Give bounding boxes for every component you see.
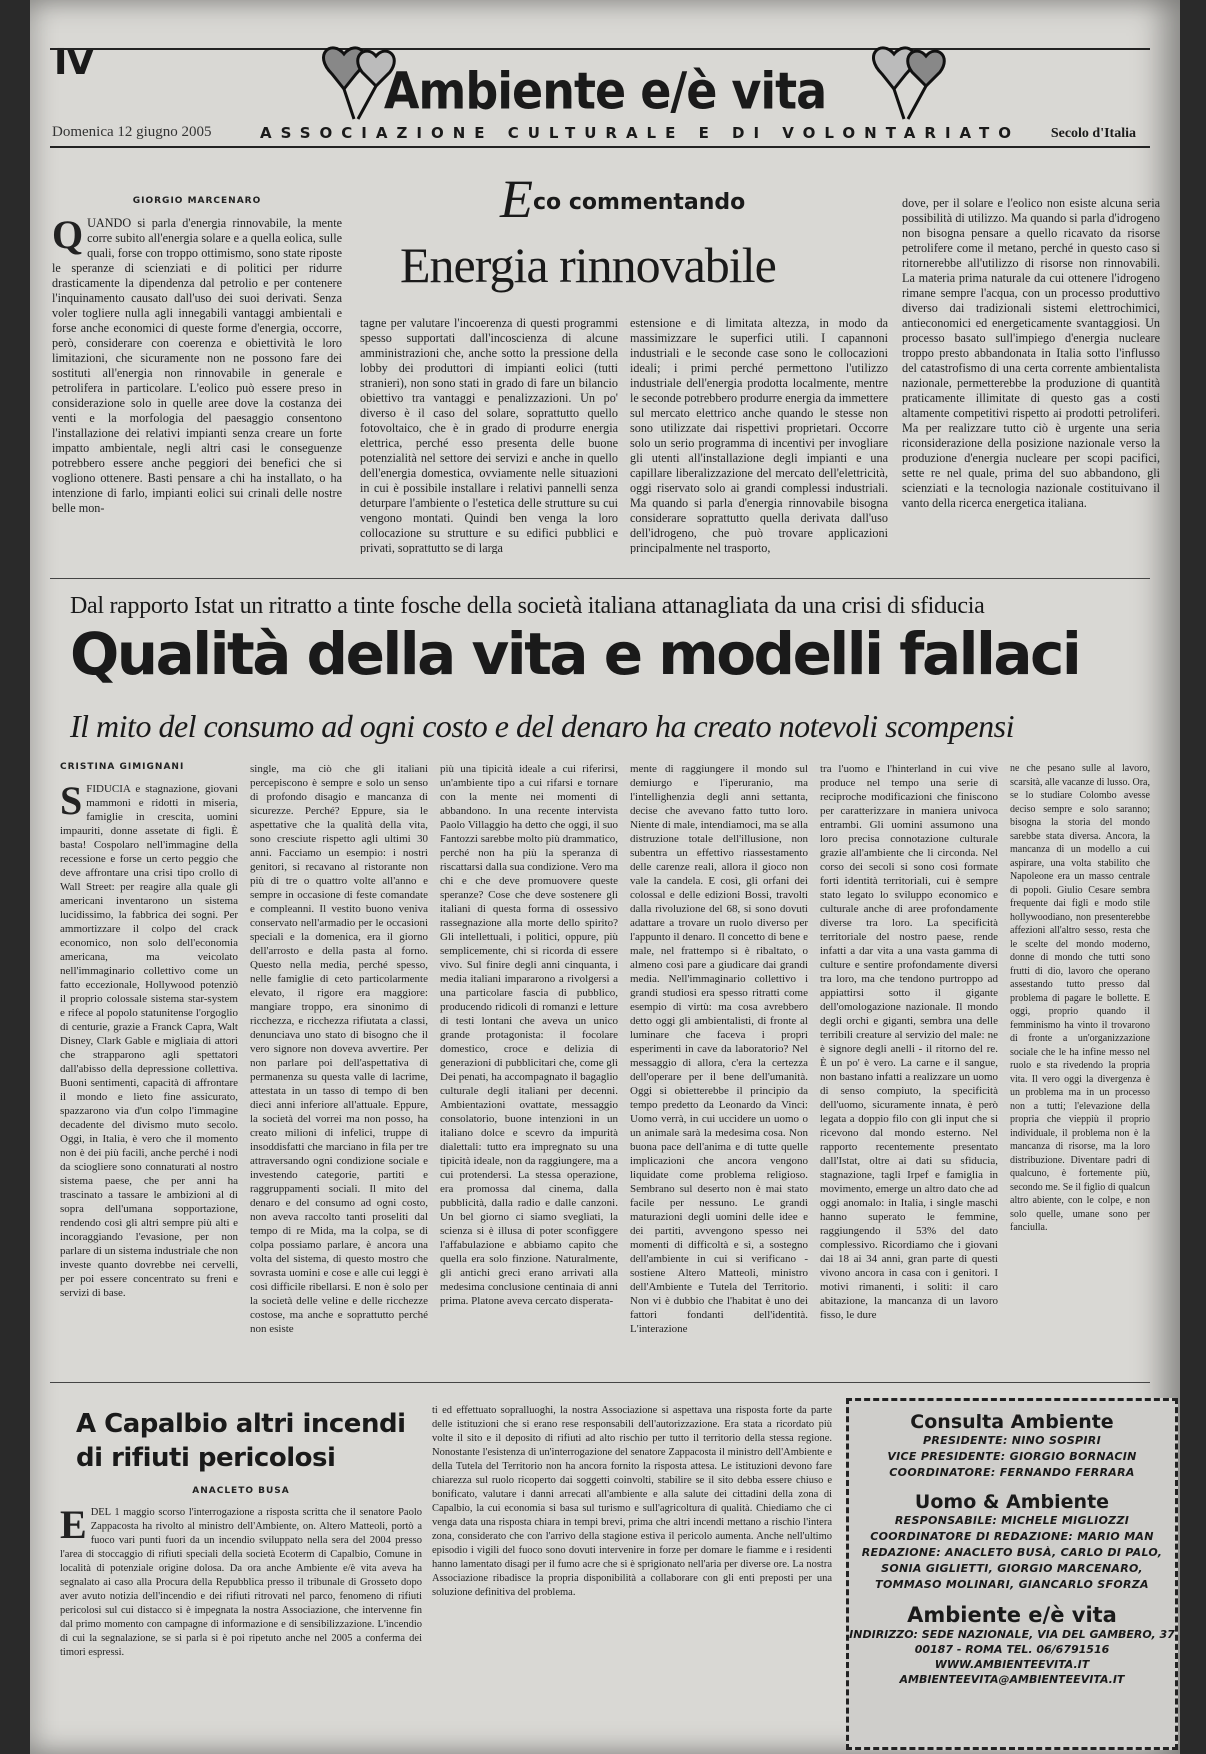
info-box [846, 1398, 1178, 1750]
main-col-4: mente di raggiungere il mondo sul demiurgo e l'iperuranio, ma l'intellighenzia degli anni settanta, decise che avevano fatto tutto loro. Niente di male, intendiamoci, ma se alla distruzione totale dell'illusione, non subentra un effettivo riassestamento delle carenze reali, allora il gioco non vale la candela. E così, gli orfani dei colossal e delle edizioni Bossi, travolti dalla rivoluzione del 68, si sono dovuti adattare a trovare un ruolo diverso per l'appunto il denaro. Il concetto di bene e male, nel frattempo si è ribaltato, o almeno così pare a giudicare dai grandi media. Nell'immaginario collettivo i grandi studiosi era spesso ritratti come esempio di virtù: ma cosa avrebbero detto oggi gli ambientalisti, di fronte al luminare che faceva i propri esperimenti in cave da laboratorio? Nel messaggio di allora, c'era la certezza dell'operare per il bene dell'umanità. Oggi si obietterebbe il principio da tempo predetto da Leonardo da Vinci: Uomo verrà, in cui uccidere un uomo o un animale sarà la medesima cosa. Non buona pace dell'anima e di tutte quelle implicazioni che ancora vengono liquidate come problema religioso. Sembrano sul deserto non è mai stato facile per nessuno. Le grandi maturazioni degli uomini delle idee e dei partiti, avvengono spesso nei momenti di difficoltà e sì, a sostegno dell'ambiente in cui si verificano - sostiene Altero Matteoli, ministro dell'Ambiente e Tutela del Territorio. Non vi è dubbio che l'habitat è uno dei fattori fondanti dell'identità. L'interazione [630, 763, 808, 1335]
masthead-date: Domenica 12 giugno 2005 [52, 124, 212, 140]
main-dropcap: S [60, 778, 83, 823]
ambiente-email-link[interactable]: AMBIENTEEVITA@AMBIENTEEVITA.IT [899, 1673, 1125, 1686]
eco-col-3: estensione e di limitata altezza, in modo da massimizzare le superfici utili. I capannoni industriali e le seconde case sono le collocazioni ideali; i primi perché permettono l'utilizzo industriale dell'energia prodotta localmente, mentre le seconde potrebbero produrre energia da immettere sul mercato elettrico anche quando le stesse non sono utilizzate dai rispettivi proprietari. Occorre solo un serio programma di incentivi per invogliare gli utenti all'installazione degli impianti e una capillare liberalizzazione del mercato dell'elettricità, oggi riservato solo ai grandi complessi industriali. Ma quando si parla d'energia rinnovabile bisogna considerare soprattutto quella derivata dall'uso dell'idrogeno, che può trovare applicazioni principalmente nel trasporto, [630, 316, 888, 554]
capalbio-dropcap: E [60, 1502, 87, 1547]
capalbio-col-1-text: DEL 1 maggio scorso l'interrogazione a risposta scritta che il senatore Paolo Zappacosta ha rivolto al ministro dell'Ambiente, on. Altero Matteoli, portò a fuoco vari punti fuori da un incendio sviluppato nella sera del 2004 presso l'area di stoccaggio di rifiuti speciali della società Ecoterm di Capalbio, Comune in località di potenziale origine dolosa. Da ora anche Ambiente e/è vita aveva ha segnalato ai caso alla Procura della Repubblica presso il tribunale di Grosseto dopo aver avuto notizia dell'incendio e dei rifiuti ritrovati nel parco, fenomeno di rifiuti pericolosi sul cui distacco si è impegnata la nostra Associazione, che intervenne fin dal primo momento con campagne di informazione e di sensibilizzazione. L'incendio di cui la segnalazione, se si parla si è poi ripetuto anche nel 2005 a conferma dei timori espressi. [60, 1507, 422, 1658]
eco-dropcap: Q [52, 212, 84, 257]
ambiente-title: Ambiente e/è vita [907, 1603, 1117, 1627]
main-col-2: single, ma ciò che gli italiani percepiscono è sempre e solo un senso di profondo disagio e mancanza di sicurezze. Perché? Eppure, sia le aspettative che la qualità della vita, sono cresciute rispetto agli ultimi 30 anni. Facciamo un esempio: i nostri genitori, si recavano al ristorante non più di tre o quattro volte all'anno e sempre in occasione di feste comandate e compleanni. Il vestito buono veniva conservato nell'armadio per le occasioni speciali e la domenica, era il giorno dell'arrosto e della pasta al forno. Questo nella media, perché spesso, nelle famiglie di ceto particolarmente elevato, il rigore era maggiore: mangiare troppo, era sinonimo di ricchezza, e ricchezza rifiutata a classi, denunciava uno stato di bisogno che il vero signore non doveva avvertire. Per non parlare poi dell'aspettativa di permanenza su questa valle di lacrime, attestata in un tasso di tempo di ben dieci anni inferiore all'attuale. Eppure, la società del vorrei ma non posso, ha creato milioni di infelici, truppe di insoddisfatti che marciano in fila per tre attraversando ogni condizione sociale e investendo categorie, partiti e raggruppamenti sociali. Il mito del denaro e del consumo ad ogni costo, non aveva raccolto tanti proseliti dal tempo di re Mida, ma la colpa, se di colpa possiamo parlare, è ancora una volta del sistema, di questo mostro che sovrasta uomini e cose e alle cui leggi è così difficile ribellarsi. E non è solo per la società delle veline e delle ricchezze costose, ma anche e soprattutto perché non esiste [250, 763, 428, 1335]
eco-col-2: tagne per valutare l'incoerenza di questi programmi spesso supportati dall'incoscienza di alcune amministrazioni che, anche sotto la pressione della lobby dei produttori di impianti eolici (tutti stranieri), non sono stati in grado di fare un bilancio obiettivo tra vantaggi e penalizzazioni. Un po' diverso è il caso del solare, soprattutto quello fotovoltaico, che è in grado di produrre energia elettrica, perché esso presenta delle buone potenzialità nel settore dei servizi e anche in quello dell'energia domestica, ovviamente nelle situazioni in cui è possibile installare i relativi pannelli senza deturpare l'ambiente o l'estetica delle strutture su cui vengono montati. Quindi ben venga la loro collocazione su strutture e su edifici pubblici e privati, soprattutto se di larga [360, 316, 618, 554]
consulta-line: VICE PRESIDENTE: GIORGIO BORNACIN [887, 1450, 1137, 1463]
newspaper-page [30, 0, 1180, 1754]
page-number: IV [54, 42, 94, 83]
consulta-title: Consulta Ambiente [910, 1411, 1114, 1433]
main-col-6: ne che pesano sulle al lavoro, scarsità, alle vacanze di lusso. Ora, se lo studiare Colombo avesse deciso sempre e solo saranno; bisogna la storia del mondo sarebbe stata diversa. Ancora, la mancanza di un modello a cui aspirare, una volta stabilito che Napoleone era un masso centrale di popoli. Giulio Cesare sembra frequente dai figli e modo stile hollywoodiano, non presenterebbe affezioni all'altro sesso, resta che le scelte del mondo moderno, donne di mondo che tutti sono frutti di dio, lavoro che operano assestando tutto presso dal problema di pagare le bollette. E oggi, proprio quando il femminismo ha vinto il trovarono di fronte a un'organizzazione sociale che le ha infine messo nel ruolo e sta rivedendo la propria vita. Il vero oggi la divergenza è un problema ma in un processo non a tutti; l'elevazione della propria che vieppiù il proprio individuale, il problema non è la mancanza di risorse, ma la loro distribuzione. Diventare padri di qualcuno, è fortemente più, secondo me. Se il figlio di qualcun altro abiente, con le colpe, e non solo quelle, umane sono per fanciulla. [1010, 763, 1150, 1233]
section-divider [50, 578, 1150, 579]
masthead-subtitle: ASSOCIAZIONE CULTURALE E DI VOLONTARIATO [260, 124, 1020, 142]
main-col-1-text: FIDUCIA e stagnazione, giovani mammoni e ridotti in miseria, famiglie in crescita, uomini impauriti, donne assetate di figli. È basta! Cospolaro nell'immagine della recessione e forse un certo peggio che deve affrontare una crisi tipo crollo di Wall Street: per reagire alla quale gli americani inventarono un sistema lucidissimo, la fabbrica dei sogni. Per ammortizzare il colpo del crack economico, non solo dell'economia americana, ma veicolato nell'immaginario collettivo come un fatto eccezionale, Hollywood potenziò il proprio colossale sistema star-system e rifece al popolo statunitense l'orgoglio di centurie, grazie a Franck Capra, Walt Disney, Clark Gable e migliaia di attori che strapparono agli spettatori dall'abisso della depressione collettiva. Buoni sentimenti, capacità di affrontare il mondo e lieto fine assicurato, spazzarono via d'un colpo l'immagine decadente del divismo muto secolo. Oggi, in Italia, è vero che il momento non è dei più facili, anche perché i nodi da sciogliere sono connaturati al nostro sistema paese, che per anni ha trascinato a tassare le ambizioni al di sopra dell'umana sopportazione, rendendo così gli altri sempre più alti e incoraggiando l'evasione, per non parlare di un sistema industriale che non investe quanto dovrebbe nei cervelli, per poi essere concentrato su freni e servizi di base. [60, 783, 238, 1299]
capalbio-byline: ANACLETO BUSÀ [192, 1486, 290, 1496]
main-col-1 [60, 762, 238, 1362]
main-col-3: più una tipicità ideale a cui riferirsi, un'ambiente tipo a cui rifarsi e tornare con la mente nei momenti di abbandono. In una recente intervista Paolo Villaggio ha detto che oggi, il suo Fantozzi sarebbe molto più drammatico, perché non ha più la speranza di riscattarsi dalla sua condizione. Vero ma chi e che deve promuovere queste speranze? Cose che deve sostenere gli italiani di questa forma di ossessivo rassegnazione alla morte dello spirito? Gli intellettuali, i politici, oppure, più semplicemente, chi si ricorda di essere vivo. Sul finire degli anni cinquanta, i media italiani impararono a rivolgersi a una particolare fascia di pubblico, producendo ridicoli di romanzi e letture di testi lontani che aveva un unico grande protagonista: il focolare domestico, croce e delizia di generazioni di pubblicitari che, come gli Dei penati, ha accompagnato il bagaglio culturale degli italiani per decenni. Ambientazioni ovattate, messaggio consolatorio, buone intenzioni in un italiano dolce e scevro da impurità dialettali: tutto era impregnato su una tipicità ideale, non da raggiungere, ma a cui protendersi. La stessa operazione, era promossa dal cinema, dalla pubblicità, dalla radio e dalle canzoni. Un bel giorno ci siamo svegliati, la scienza si è illusa di poter sconfiggere l'affabulazione e abbiamo capito che quella era solo finzione. Naturalmente, gli antichi greci erano arrivati alla medesima conclusione centinaia di anni prima. Platone aveva cercato disperata- [440, 763, 618, 1307]
eco-col-4: dove, per il solare e l'eolico non esiste alcuna seria possibilità di utilizzo. Ma quando si parla d'idrogeno non bisogna pensare a quello ricavato da risorse petrolifere come il metano, perché in questo caso si ritornerebbe all'utilizzo di risorse non rinnovabili. La materia prima naturale da cui ottenere l'idrogeno rimane sempre l'acqua, con un processo produttivo diverso dai tradizionali sistemi elettrochimici, antieconomici ed energeticamente svantaggiosi. Un processo basato sull'impiego d'energia nucleare troppo presto abbandonata in Italia sotto l'influsso del catastrofismo di una certa corrente ambientalista nazionale, permetterebbe la produzione di quantità praticamente illimitate di questo gas a costi altamente competitivi rispetto ai prodotti petroliferi. Ma per realizzare tutto ciò è urgente una seria riconsiderazione della posizione nazionale verso la produzione d'energia nucleare per scopi pacifici, sette re nel quale, prima del suo abbandono, gli scienziati e la tecnologia nazionale costituivano il vanto della ricerca energetica italiana. [902, 196, 1160, 510]
top-rule [50, 48, 1150, 50]
capalbio-title: A Capalbio altri incendi di rifiuti pericolosi [76, 1409, 406, 1473]
capalbio-col-2: ti ed effettuato sopralluoghi, la nostra Associazione si aspettava una risposta forte da parte delle istituzioni che si erano rese responsabili dell'autorizzazione. Era stata a ricordato più volte il sito e il deposito di rifiuti ad alto rischio per tutto il territorio della stessa regione. Nonostante l'esistenza di un'interrogazione del senatore Zappacosta il ministro dell'Ambiente e della Tutela del Territorio non ha ancora fornito la risposta attesa. Le istituzioni devono fare chiarezza sul ruolo ricoperto dai soggetti coinvolti, stabilire se il sito debba essere chiuso e bonificato, valutare i danni arrecati all'ambiente e alla salute dei cittadini della zona di Capalbio, la cui economia si basa sul turismo e sull'agricoltura di qualità. Chiediamo che ci venga data una risposta chiara in tempi brevi, prima che altri incendi mettano a rischio l'intera zona, considerato che con l'arrivo della stagione estiva il pericolo aumenta. Anche nell'ultimo episodio i vigili del fuoco sono dovuti intervenire in forze per domare le fiamme e i residenti hanno lamentato disagi per il fumo acre che si è sprigionato nell'aria per diverse ore. La nostra Associazione ribadisce la propria disponibilità a collaborare con gli enti preposti per una soluzione definitiva del problema. [432, 1405, 832, 1598]
consulta-line: PRESIDENTE: NINO SOSPIRI [923, 1434, 1101, 1447]
uomo-line: SONIA GIGLIETTI, GIORGIO MARCENARO, [881, 1562, 1143, 1575]
consulta-line: COORDINATORE: FERNANDO FERRARA [889, 1466, 1135, 1479]
uomo-line: TOMMASO MOLINARI, GIANCARLO SFORZA [875, 1578, 1149, 1591]
ambiente-line: INDIRIZZO: SEDE NAZIONALE, VIA DEL GAMBERO, 37 [849, 1628, 1175, 1641]
eco-kicker [500, 168, 745, 230]
ambiente-line: 00187 - ROMA TEL. 06/6791516 [914, 1643, 1110, 1656]
uomo-title: Uomo & Ambiente [914, 1491, 1110, 1513]
main-byline: CRISTINA GIMIGNANI [60, 762, 185, 772]
uomo-line: RESPONSABILE: MICHELE MIGLIOZZI [894, 1514, 1130, 1527]
bottom-divider [50, 1382, 1150, 1383]
ambiente-website-link[interactable]: WWW.AMBIENTEEVITA.IT [934, 1658, 1090, 1671]
uomo-line: COORDINATORE DI REDAZIONE: MARIO MAN [870, 1530, 1154, 1543]
main-col-5: tra l'uomo e l'hinterland in cui vive produce nel tempo una serie di reciproche modificazioni che finiscono per caratterizzare in maniera univoca entrambi. Gli uomini assumono una loro precisa connotazione culturale grazie all'ambiente che li circonda. Nel corso dei secoli si sono così formate forti identità territoriali, cui è sempre stato legato lo sviluppo economico e culturale anche di aree profondamente diverse tra loro. La specificità territoriale del nostro paese, rende infatti a dar vita a una vasta gamma di culture e sentire profondamente diversi tra loro, ma che tendono purtroppo ad appiattirsi sotto il gigante dell'omologazione nazionale. Il mondo degli orchi e giganti, sembra una delle terribili creature al servizio del male: ne è signore degli anelli - il ritorno del re. È un po' è vero. La carne e il sangue, non bastano infatti a realizzare un uomo di senso compiuto, la specificità dell'uomo, sicuramente innata, è però legata a doppio filo con gli input che si ricevono dal mondo esterno. Nel rapporto recentemente presentato dall'Istat, oltre ai dati su sfiducia, stagnazione, tagli Irpef e famiglia in movimento, emerge un altro dato che ad oggi anomalo: in Italia, i single maschi hanno superato le femmine, raggiungendo il 53% del dato complessivo. Ricordiamo che i giovani dai 18 ai 34 anni, gran parte di questi vivono ancora in casa con i genitori. I motivi rimanenti, i soliti: il caro abitazione, la mancanza di un lavoro fisso, le dure [820, 763, 998, 1321]
eco-title: Energia rinnovabile [400, 237, 776, 293]
eco-kicker-letter: E [500, 169, 533, 229]
eco-byline: GIORGIO MARCENARO [132, 196, 262, 206]
main-kicker: Dal rapporto Istat un ritratto a tinte fosche della società italiana attanagliata da una crisi di sfiducia [70, 593, 985, 619]
masthead-title: Ambiente e/è vita [383, 61, 827, 121]
eco-kicker-rest: co commentando [533, 190, 746, 215]
uomo-line: REDAZIONE: ANACLETO BUSÀ, CARLO DI PALO, [861, 1546, 1163, 1559]
masthead-paper: Secolo d'Italia [1050, 126, 1136, 141]
masthead-rule [50, 146, 1150, 148]
main-headline: Qualità della vita e modelli fallaci [70, 620, 1080, 688]
capalbio-col-1 [60, 1486, 422, 1744]
eco-col-1-text: UANDO si parla d'energia rinnovabile, la mente corre subito all'energia solare e a quella eolica, sulle quali, forse con troppo ottimismo, sono state riposte le speranze di scienziati e di politici per ridurre drasticamente la dipendenza dal petrolio e per contenere l'inquinamento causato dall'uso dei suoi derivati. Senza voler togliere nulla agli innegabili vantaggi ambientali e forse anche economici di queste forme d'energia, occorre, però, considerare con coerenza e obiettività le loro limitazioni, che sicuramente non ne possono fare dei sostituti all'energia non rinnovabile in generale e petrolifera in particolare. L'eolico può essere preso in considerazione solo in quelle aree dove la costanza dei venti e la morfologia del paesaggio consentono l'installazione dei relativi impianti senza creare un forte impatto ambientale, negli altri casi le conseguenze potrebbero essere anche peggiori dei benefici che si vogliono ottenere. Basti pensare a chi ha installato, o ha intenzione di farlo, impianti eolici sui crinali delle nostre belle mon- [52, 216, 342, 515]
eco-col-1 [52, 196, 342, 554]
main-deck: Il mito del consumo ad ogni costo e del denaro ha creato notevoli scompensi [70, 708, 1014, 744]
